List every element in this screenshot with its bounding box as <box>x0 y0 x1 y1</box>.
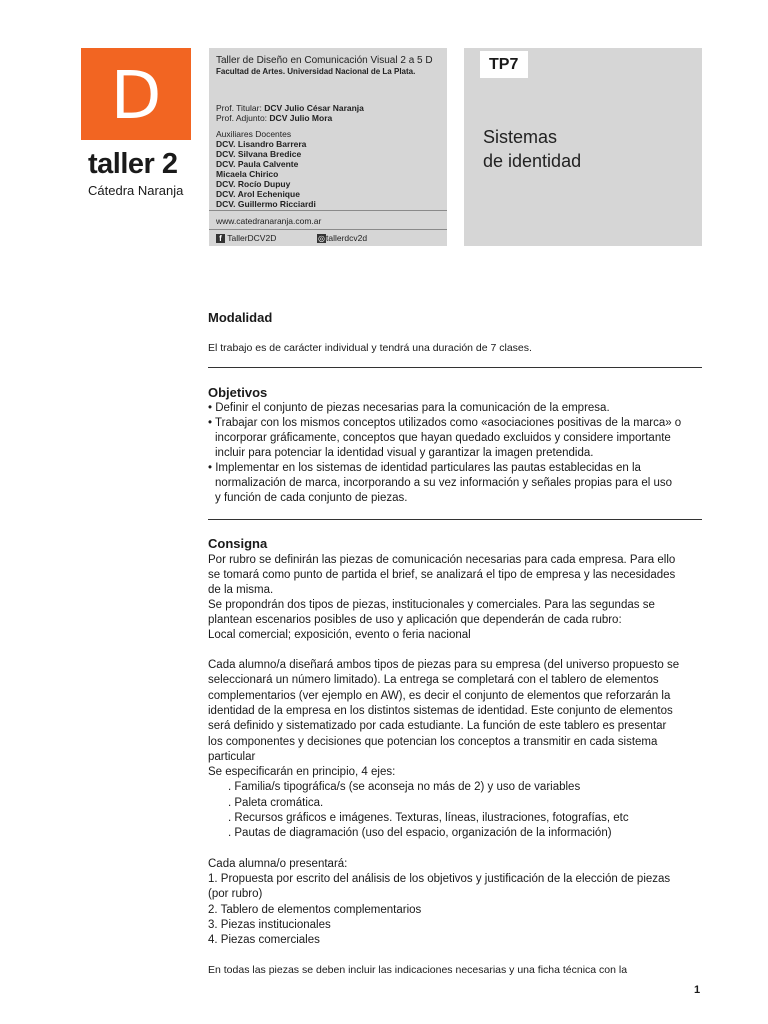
auxiliar-name: DCV. Paula Calvente <box>216 159 299 169</box>
auxiliar-name: DCV. Lisandro Barrera <box>216 139 307 149</box>
entrega-item: 3. Piezas institucionales <box>208 919 331 931</box>
adjunto-row <box>216 113 332 123</box>
adjunto-name: DCV Julio Mora <box>269 113 333 123</box>
consigna-line: Cada alumno/a diseñará ambos tipos de piezas para su empresa (del universo propuesto se <box>208 659 680 671</box>
eje-item: . Familia/s tipográfica/s (se aconseja no más de 2) y uso de variables <box>228 781 581 793</box>
divider <box>209 229 447 230</box>
section-divider <box>208 519 702 520</box>
logo-title: taller 2 <box>88 148 178 180</box>
consigna-line: identidad de la empresa en los distintos sistemas de identidad. Este conjunto de elementos <box>208 705 673 717</box>
consigna-line: plantean escenarios posibles de uso y aplicación que dependerán de cada rubro: <box>208 614 622 626</box>
auxiliar-name: Micaela Chirico <box>216 169 279 179</box>
instagram-handle: tallerdcv2d <box>326 233 368 243</box>
modalidad-heading: Modalidad <box>208 310 273 325</box>
course-info-panel <box>209 48 447 246</box>
objetivo-line: normalización de marca, incorporando a su vez información y señales propias para el uso <box>215 477 673 489</box>
logo-letter: D <box>110 57 162 134</box>
eje-item: . Recursos gráficos e imágenes. Texturas, líneas, ilustraciones, fotografías, etc <box>228 812 629 824</box>
consigna-line: Se especificarán en principio, 4 ejes: <box>208 766 396 778</box>
tp-title-line: de identidad <box>483 151 582 171</box>
auxiliar-name: DCV. Silvana Bredice <box>216 149 302 159</box>
consigna-line: seleccionará un número limitado). La entrega se completará con el tablero de elementos <box>208 674 659 686</box>
consigna-line: particular <box>208 751 256 763</box>
facebook-link[interactable] <box>216 233 276 243</box>
entrega-item: 4. Piezas comerciales <box>208 934 320 946</box>
objetivo-line: • Implementar en los sistemas de identidad particulares las pautas establecidas en la <box>208 462 641 474</box>
consigna-line: será definido y sistematizado por cada estudiante. La función de este tablero es presentar <box>208 720 667 732</box>
objetivo-line: y función de cada conjunto de piezas. <box>215 492 408 504</box>
auxiliar-name: DCV. Guillermo Ricciardi <box>216 199 316 209</box>
facebook-icon: f <box>216 234 225 243</box>
tp-badge: TP7 <box>480 51 528 78</box>
instagram-link[interactable] <box>317 233 367 243</box>
consigna-line: Por rubro se definirán las piezas de comunicación necesarias para cada empresa. Para ello <box>208 554 676 566</box>
titular-row <box>216 103 364 113</box>
auxiliares-label: Auxiliares Docentes <box>216 129 292 139</box>
auxiliar-name: DCV. Arol Echenique <box>216 189 300 199</box>
consigna-line: se tomará como punto de partida el brief, se analizará el tipo de empresa y las necesidades <box>208 569 676 581</box>
adjunto-label: Prof. Adjunto: <box>216 113 268 123</box>
entrega-item: 1. Propuesta por escrito del análisis de los objetivos y justificación de la elección de piezas <box>208 873 671 885</box>
tp-title-line: Sistemas <box>483 127 558 147</box>
objetivo-line: • Definir el conjunto de piezas necesarias para la comunicación de la empresa. <box>208 402 610 414</box>
logo-subtitle: Cátedra Naranja <box>88 183 184 198</box>
entrega-item: 2. Tablero de elementos complementarios <box>208 904 422 916</box>
titular-name: DCV Julio César Naranja <box>264 103 364 113</box>
eje-item: . Paleta cromática. <box>228 797 324 809</box>
eje-item: . Pautas de diagramación (uso del espacio, organización de la información) <box>228 827 612 839</box>
consigna-line: Se propondrán dos tipos de piezas, institucionales y comerciales. Para las segundas se <box>208 599 655 611</box>
faculty-name: Facultad de Artes. Universidad Nacional de La Plata. <box>216 67 416 76</box>
objetivos-heading: Objetivos <box>208 385 268 400</box>
facebook-handle: TallerDCV2D <box>227 233 277 243</box>
divider <box>209 210 447 211</box>
section-divider <box>208 367 702 368</box>
website-link[interactable]: www.catedranaranja.com.ar <box>216 216 322 226</box>
course-name: Taller de Diseño en Comunicación Visual 2 a 5 D <box>216 55 433 66</box>
objetivo-line: incorporar gráficamente, conceptos que hayan quedado excluidos y considere importante <box>215 432 671 444</box>
auxiliar-name: DCV. Rocío Dupuy <box>216 179 291 189</box>
consigna-heading: Consigna <box>208 536 268 551</box>
titular-label: Prof. Titular: <box>216 103 262 113</box>
modalidad-text: El trabajo es de carácter individual y tendrá una duración de 7 clases. <box>208 342 532 354</box>
entrega-item: (por rubro) <box>208 888 263 900</box>
consigna-line: Local comercial; exposición, evento o feria nacional <box>208 629 471 641</box>
page-number: 1 <box>694 984 701 996</box>
tp-title <box>483 125 581 173</box>
consigna-line: de la misma. <box>208 584 274 596</box>
consigna-line: los componentes y decisiones que potencian los conceptos a transmitir en cada sistema <box>208 736 658 748</box>
consigna-line: En todas las piezas se deben incluir las indicaciones necesarias y una ficha técnica con la <box>208 964 628 976</box>
objetivo-line: • Trabajar con los mismos conceptos utilizados como «asociaciones positivas de la marca» o <box>208 417 682 429</box>
consigna-line: Cada alumna/o presentará: <box>208 858 348 870</box>
consigna-line: complementarios (ver ejemplo en AW), es decir el conjunto de elementos que reforzarán la <box>208 690 671 702</box>
objetivo-line: incluir para potenciar la identidad visual y garantizar la imagen pretendida. <box>215 447 594 459</box>
instagram-icon: ◎ <box>318 234 325 243</box>
